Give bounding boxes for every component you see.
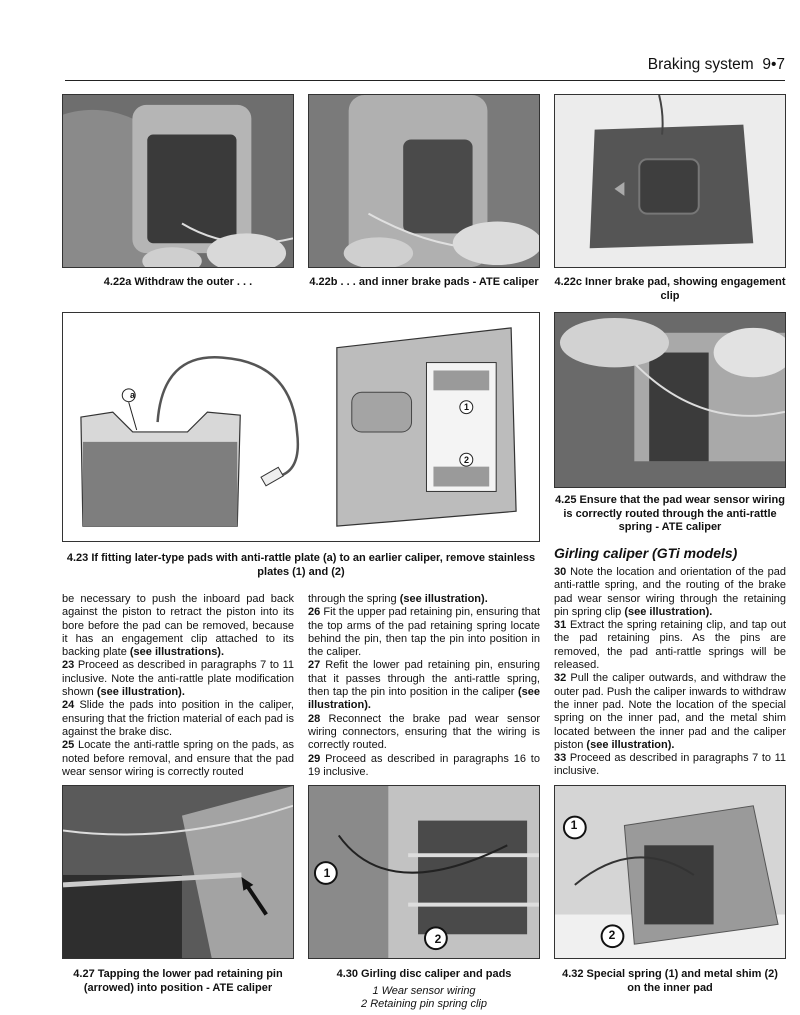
label-1: 1 xyxy=(323,866,331,880)
label-2: 2 xyxy=(434,932,442,946)
caption-4-23: 4.23 If fitting later-type pads with anti-rattle plate (a) to an earlier caliper, remove stainless plates (1) and (2) xyxy=(66,552,536,578)
paragraph-27: 27 Refit the lower pad retaining pin, ensuring that it passes through the anti-rattle spring, then tap the pin into position in the caliper (see illustration). xyxy=(308,659,540,712)
paragraph: through the spring (see illustration). xyxy=(308,593,488,605)
paragraph-33: 33 Proceed as described in paragraphs 7 to 11 inclusive. xyxy=(554,752,786,778)
paragraph-26: 26 Fit the upper pad retaining pin, ensuring that the top arms of the pad retaining spring locate behind the pin, then tap the pin into position in the caliper. xyxy=(308,606,540,659)
caption-4-22a: 4.22a Withdraw the outer . . . xyxy=(103,276,253,288)
paragraph-29: 29 Proceed as described in paragraphs 16 to 19 inclusive. xyxy=(308,752,540,778)
paragraph: be necessary to push the inboard pad back against the piston to retract the piston into its bore before the pad can be removed, because it has an engagement clip attached to its backing plate (see illustrations). xyxy=(62,593,294,659)
text-column-1 xyxy=(62,593,294,779)
label-2: 2 xyxy=(463,455,469,465)
key-2: 2 Retaining pin spring clip xyxy=(361,998,487,1010)
photo-4-30 xyxy=(308,785,540,959)
paragraph-31: 31 Extract the spring retaining clip, and tap out the pad retaining pins. As the pins are removed, the pad anti-rattle springs will be released. xyxy=(554,619,786,672)
label-a: a xyxy=(129,390,135,400)
label-1: 1 xyxy=(570,818,578,832)
photo-4-27 xyxy=(62,785,294,959)
paragraph-32: 32 Pull the caliper outwards, and withdraw the outer pad. Push the caliper inwards to withdraw the inner pad. Note the location of the special spring on the inner pad, and the metal shim located between the inner pad and the caliper piston (see illustration). xyxy=(554,672,786,751)
text-column-3 xyxy=(554,566,786,779)
text-column-2 xyxy=(308,593,540,779)
photo-4-22c xyxy=(554,94,786,268)
paragraph-23: 23 Proceed as described in paragraphs 7 to 11 inclusive. Note the anti-rattle plate modification shown (see illustration). xyxy=(62,659,294,699)
paragraph-25: 25 Locate the anti-rattle spring on the pads, as noted before removal, and ensure that the pad wear sensor wiring is correctly routed xyxy=(62,739,294,778)
paragraph-30: 30 Note the location and orientation of the pad anti-rattle spring, and the routing of the brake pad wear sensor wiring through the retaining pin spring clip (see illustration). xyxy=(554,566,786,618)
paragraph-24: 24 Slide the pads into position in the caliper, ensuring that the friction material of each pad is against the brake disc. xyxy=(62,699,294,738)
photo-4-25 xyxy=(554,312,786,488)
illustration-4-23 xyxy=(62,312,540,542)
label-1: 1 xyxy=(463,402,469,412)
caption-4-25: 4.25 Ensure that the pad wear sensor wiring is correctly routed through the anti-rattle spring - ATE caliper xyxy=(555,494,785,533)
header-title: Braking system xyxy=(647,56,754,73)
caption-4-22c: 4.22c Inner brake pad, showing engagement clip xyxy=(554,276,786,302)
page-header xyxy=(65,50,785,81)
key-1: 1 Wear sensor wiring xyxy=(372,985,476,997)
paragraph-28: 28 Reconnect the brake pad wear sensor wiring connectors, ensuring that the wiring is correctly routed. xyxy=(308,712,540,752)
label-2: 2 xyxy=(608,928,616,942)
caption-4-22b: 4.22b . . . and inner brake pads - ATE caliper xyxy=(309,276,539,288)
caption-4-27: 4.27 Tapping the lower pad retaining pin (arrowed) into position - ATE caliper xyxy=(73,968,283,994)
caption-4-30: 4.30 Girling disc caliper and pads xyxy=(336,968,512,980)
section-heading: Girling caliper (GTi models) xyxy=(554,545,738,561)
photo-4-22b xyxy=(308,94,540,268)
photo-4-22a xyxy=(62,94,294,268)
photo-4-32 xyxy=(554,785,786,959)
caption-4-32: 4.32 Special spring (1) and metal shim (2) on the inner pad xyxy=(562,968,778,994)
page-number: 9•7 xyxy=(762,56,785,73)
